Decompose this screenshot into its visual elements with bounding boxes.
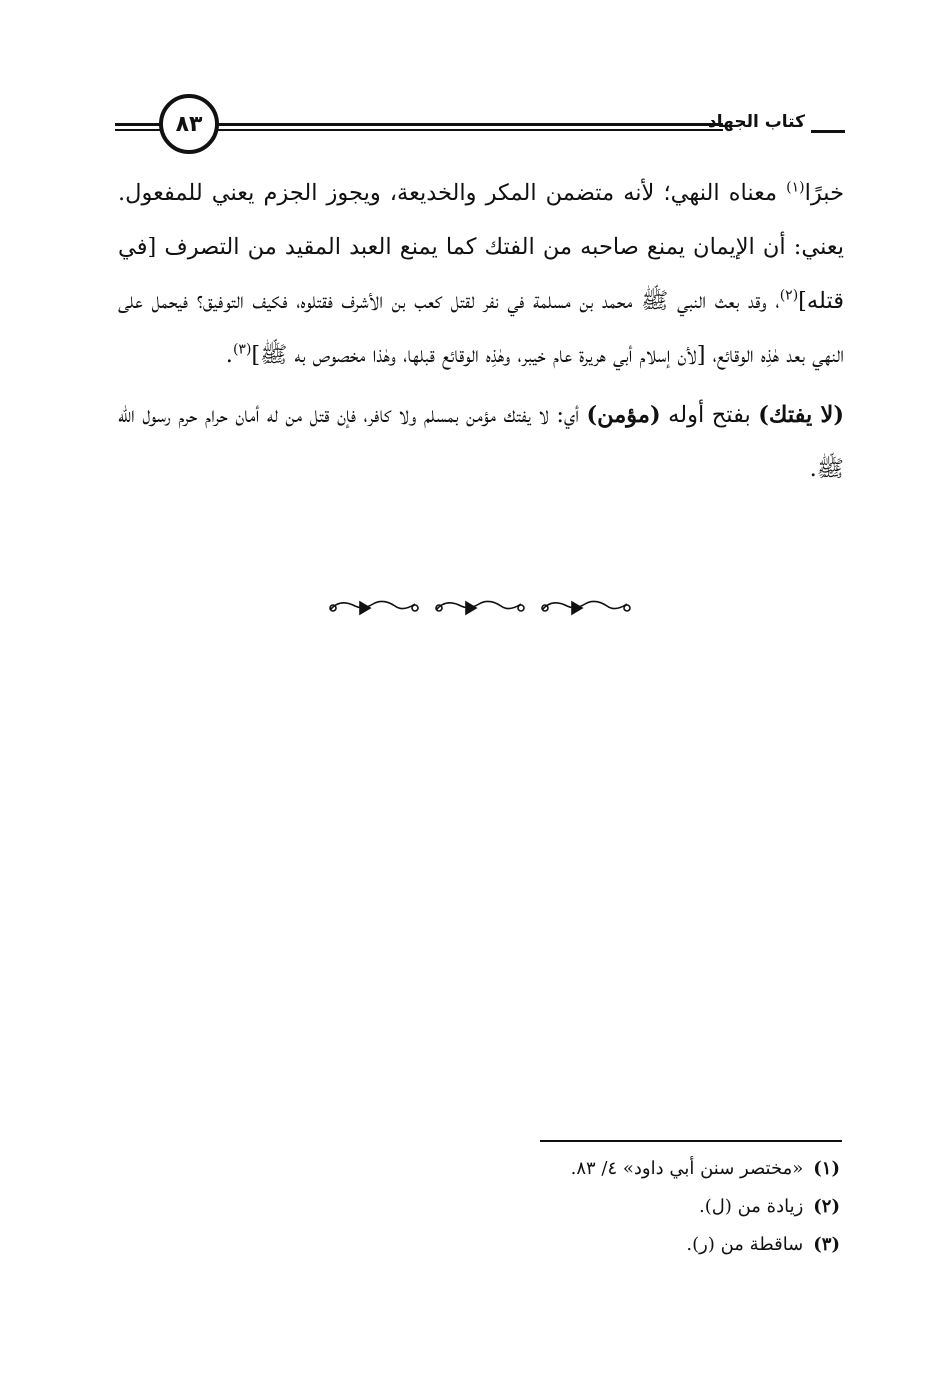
footnote-ref-3: (٣) <box>232 341 252 358</box>
quoted-term: (لا يفتك) <box>758 402 844 428</box>
header-rule-left-thin <box>115 129 161 131</box>
page-number-badge <box>159 94 219 154</box>
main-text <box>118 166 844 496</box>
text-segment: خبرًا <box>804 180 844 206</box>
footnote-text: زيادة من (ل). <box>699 1196 804 1217</box>
chapter-title: كتاب الجهاد <box>707 112 805 132</box>
header-rule-left <box>115 123 161 126</box>
header-rule-middle <box>215 123 723 126</box>
text-segment: . <box>225 342 233 368</box>
header-rule-middle-thin <box>215 129 723 131</box>
ornament-divider-icon <box>325 594 635 620</box>
paragraph-1 <box>118 166 844 382</box>
text-segment: ، وقد بعث النبي ﷺ محمد بن مسلمة في نفر لقتل كعب بن الأشرف فقتلوه، فكيف التوفيق؟ فيحمل على النهي بعد هٰذِه الوقائع، [لأن إسلام أبي هريرة عام خيبر، وهٰذِه الوقائع قبلها، وهٰذا مخصوص به ﷺ] <box>118 288 844 368</box>
footnote-number: (١) <box>813 1158 840 1179</box>
header-rule-right <box>811 130 845 133</box>
footnote-3 <box>340 1226 840 1264</box>
page-number: ٨٣ <box>175 111 203 137</box>
footnote-text: ساقطة من (ر). <box>686 1234 804 1255</box>
footnotes <box>340 1150 840 1264</box>
footnote-ref-2: (٢) <box>779 287 799 304</box>
footnote-1 <box>340 1150 840 1188</box>
footnote-number: (٣) <box>813 1234 840 1255</box>
text-segment: معناه النهي؛ لأنه متضمن المكر والخديعة، ويجوز الجزم يعني للمفعول. يعني: أن الإيمان يمنع صاحبه من الفتك كما يمنع العبد المقيد من التصرف [في قتله] <box>118 180 844 314</box>
page-header <box>115 92 845 162</box>
footnote-ref-1: (١) <box>786 179 805 196</box>
footnote-separator <box>540 1140 842 1142</box>
footnote-number: (٢) <box>813 1196 840 1217</box>
text-segment: أي: لا يفتك مؤمن بمسلم ولا كافر، فإن قتل من له أمان حرام حرم رسول الله ﷺ. <box>118 402 844 482</box>
footnote-2 <box>340 1188 840 1226</box>
footnote-text: «مختصر سنن أبي داود» ٤/ ٨٣. <box>570 1158 804 1179</box>
text-segment: بفتح أوله <box>660 402 759 428</box>
paragraph-2 <box>118 388 844 496</box>
quoted-term: (مؤمن) <box>586 402 661 428</box>
